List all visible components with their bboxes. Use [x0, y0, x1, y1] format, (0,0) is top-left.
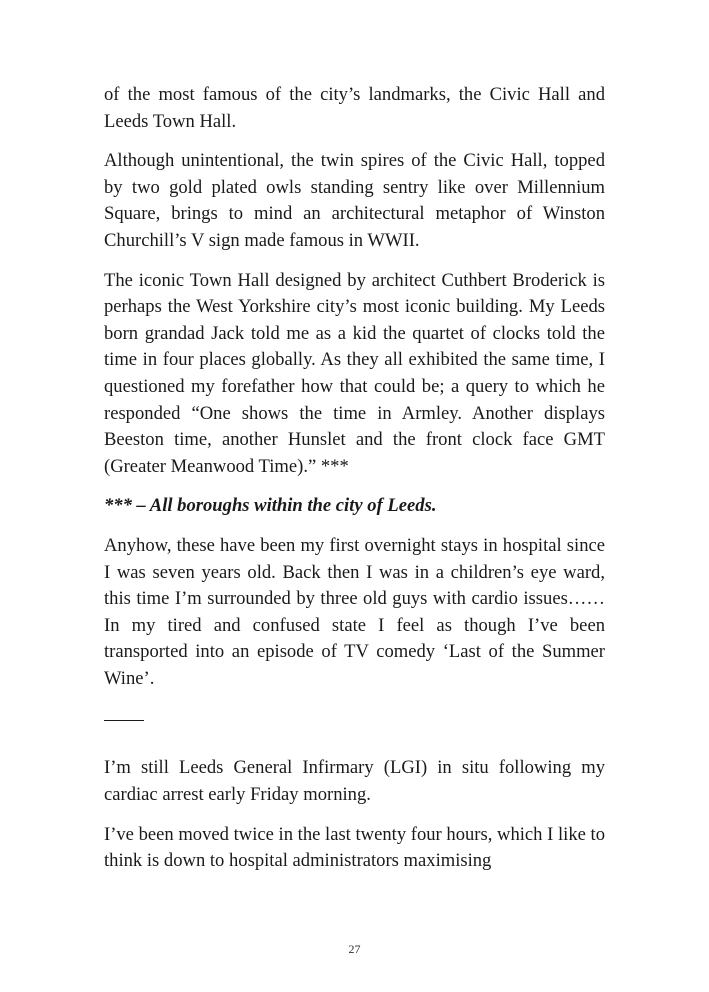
paragraph-moved-twice: I’ve been moved twice in the last twenty four hours, which I like to think is down to hospital administrators maximising: [104, 823, 605, 872]
page-number: 27: [348, 942, 361, 956]
paragraph-hospital-stay: Anyhow, these have been my first overnight stays in hospital since I was seven years old. Back then I was in a children’s eye ward, this time I’m surrounded by three old guys with cardio issues…… In my tired and confused state I feel as though I’ve been transported into an episode of TV comedy ‘Last of the Summer Wine’.: [104, 534, 605, 689]
page-body: [104, 82, 605, 888]
paragraph-lgi: I’m still Leeds General Infirmary (LGI) in situ following my cardiac arrest early Friday morning.: [104, 757, 605, 806]
paragraph-town-hall: The iconic Town Hall designed by architect Cuthbert Broderick is perhaps the West Yorkshire city’s most iconic building. My Leeds born grandad Jack told me as a kid the quartet of clocks told the time in four places globally. As they all exhibited the same time, I questioned my forefather how that could be; a query to which he responded “One shows the time in Armley. Another displays Beeston time, another Hunslet and the front clock face GMT (Greater Meanwood Time).” ***: [104, 269, 605, 477]
paragraph-civic-hall: Although unintentional, the twin spires of the Civic Hall, topped by two gold plated owls standing sentry like over Millennium Square, brings to mind an architectural metaphor of Winston Churchill’s V sign made famous in WWII.: [104, 150, 605, 251]
section-divider: [104, 720, 144, 721]
footnote-boroughs: *** – All boroughs within the city of Leeds.: [104, 495, 437, 517]
paragraph-landmarks: of the most famous of the city’s landmarks, the Civic Hall and Leeds Town Hall.: [104, 84, 605, 132]
